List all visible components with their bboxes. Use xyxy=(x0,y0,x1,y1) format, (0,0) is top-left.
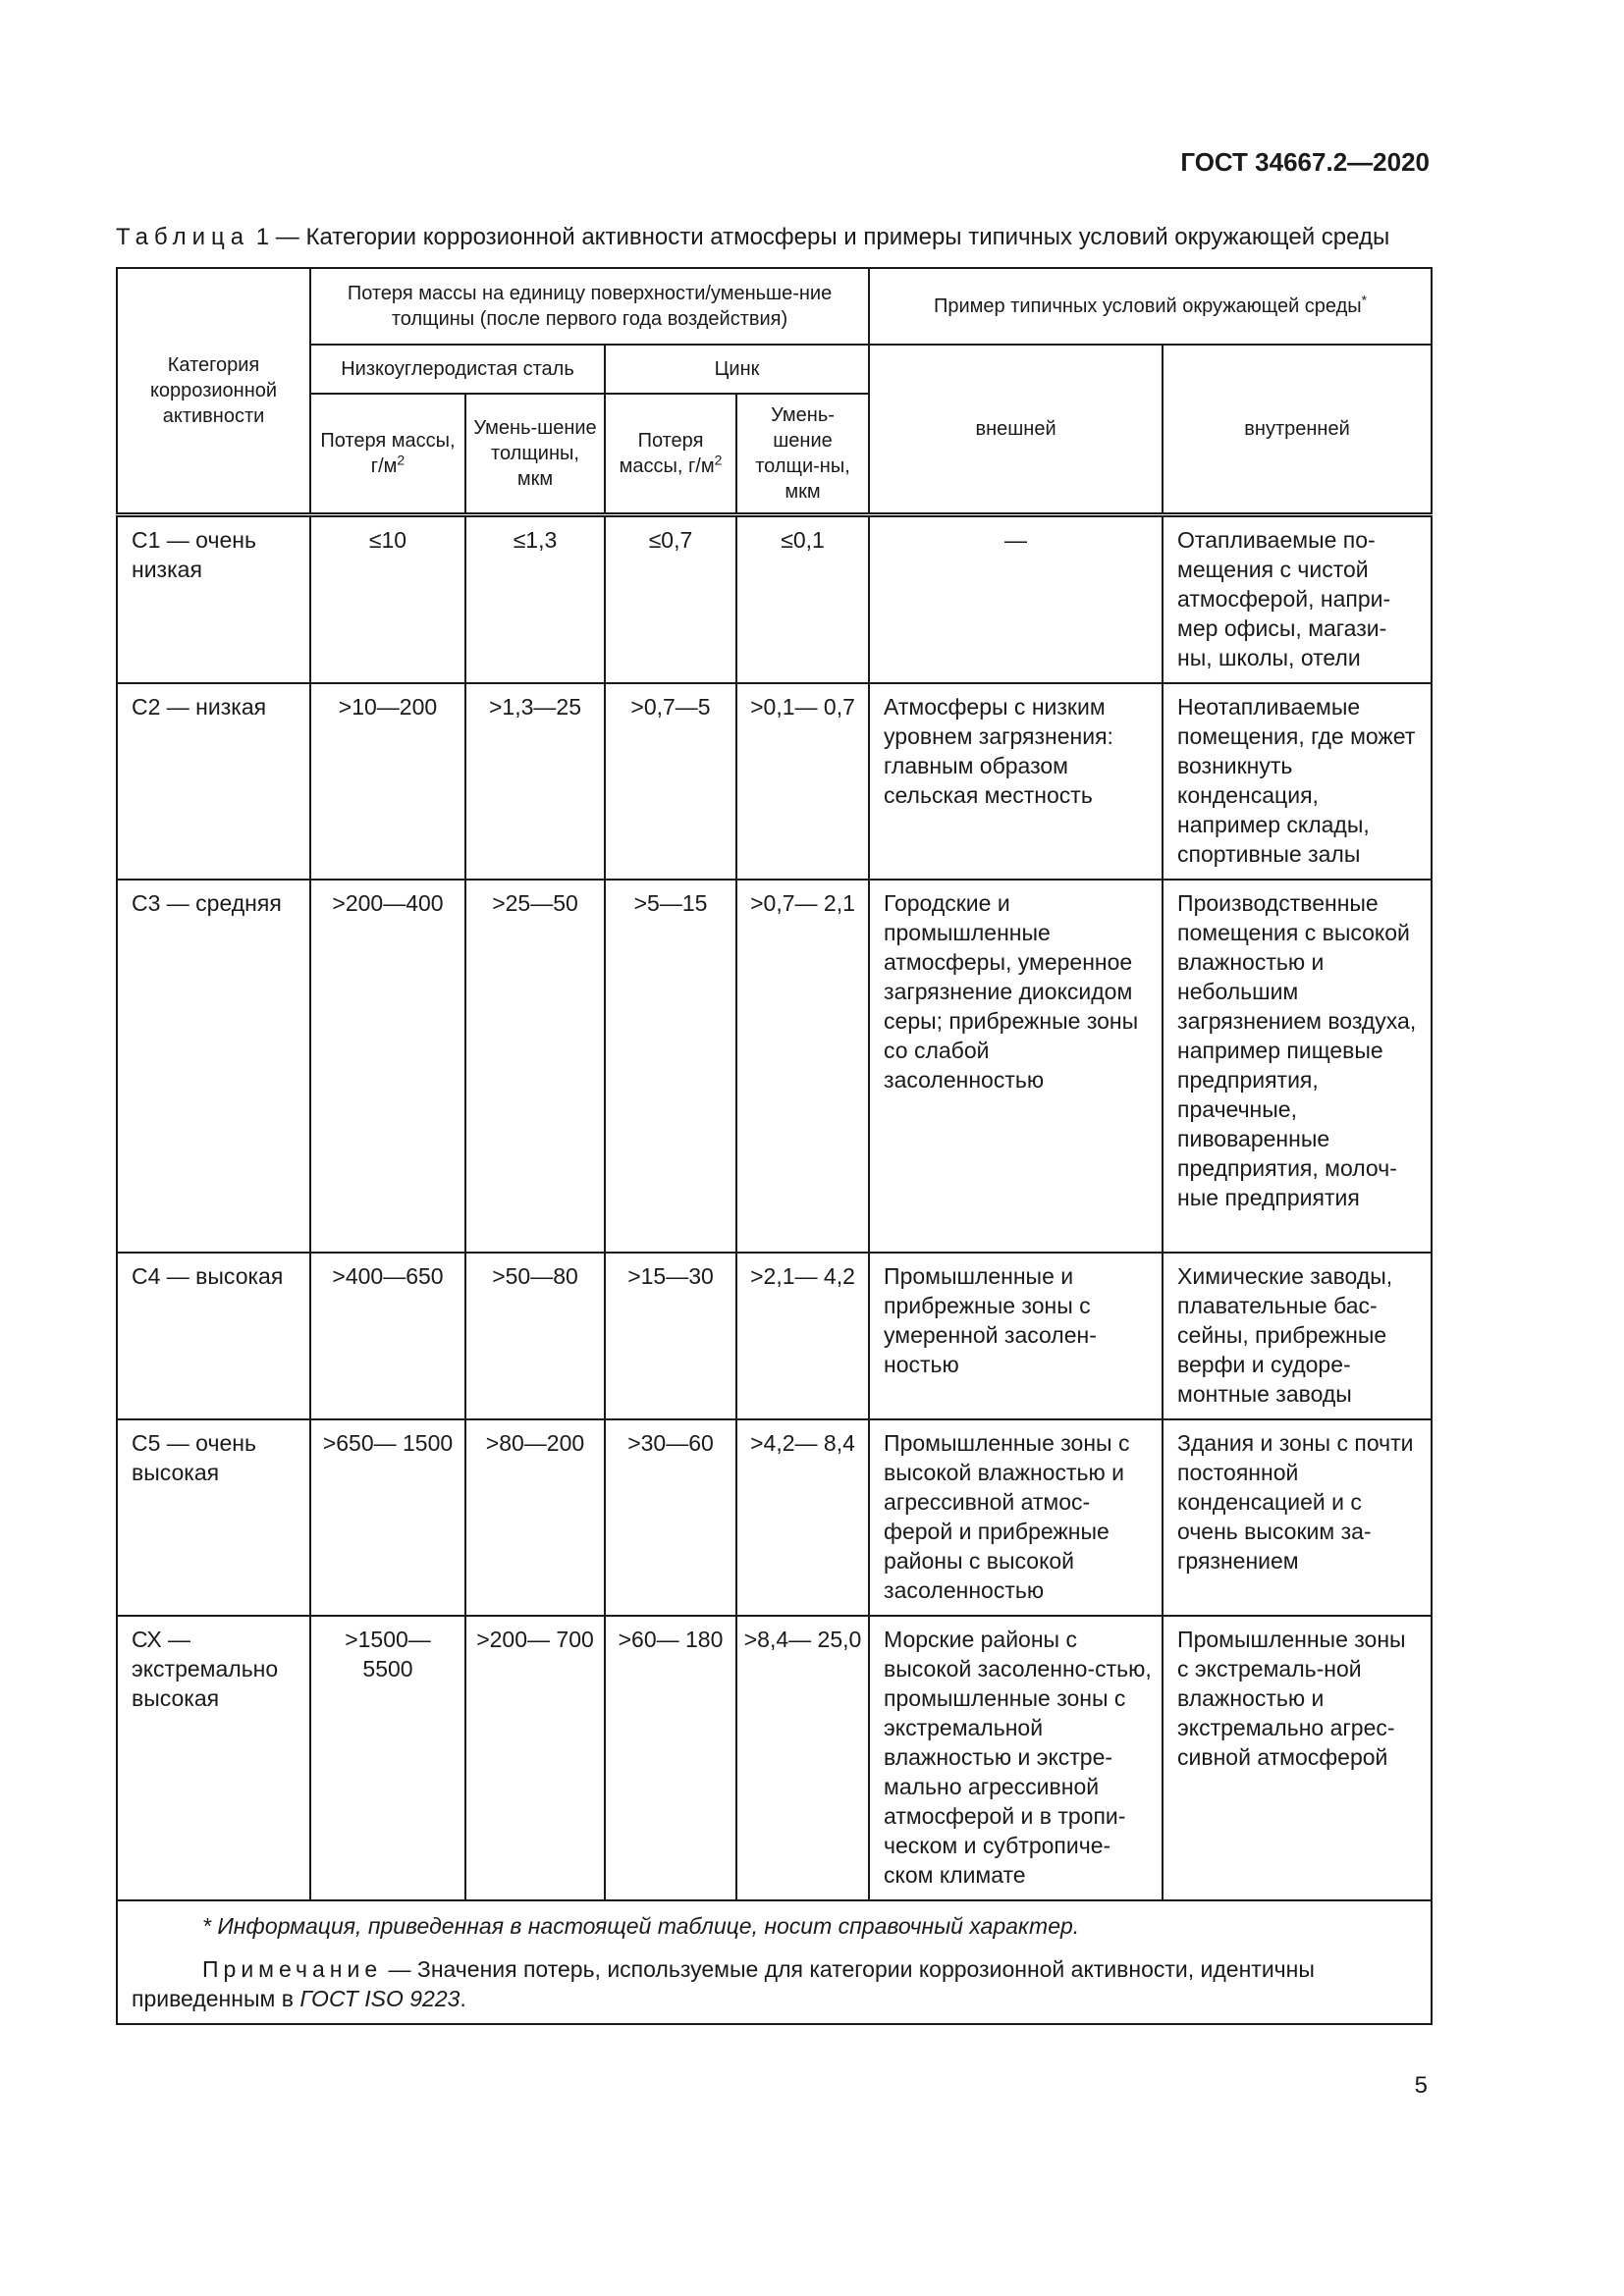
cell-zinc-mass: ≤0,7 xyxy=(605,515,736,683)
header-zinc: Цинк xyxy=(605,345,869,394)
header-example-text: Пример типичных условий окружающей среды xyxy=(933,295,1362,317)
caption-label: Таблица xyxy=(116,224,250,250)
table-footer-row xyxy=(117,1900,1432,2024)
cell-steel-thickness: ≤1,3 xyxy=(465,515,605,683)
header-steel-mass-text: Потеря массы, г/м xyxy=(320,430,456,477)
cell-indoor: Здания и зоны с почти постоянной конденсацией и с очень высоким за-грязнением xyxy=(1163,1419,1432,1616)
cell-indoor: Производственные помещения с высокой влажностью и небольшим загрязнением воздуха, например пищевые предприятия, прачечные, пивоваренные предприятия, молоч-ные предприятия xyxy=(1163,880,1432,1253)
cell-steel-thickness: >25—50 xyxy=(465,880,605,1253)
header-outdoor: внешней xyxy=(869,345,1163,515)
cell-zinc-thickness: >8,4— 25,0 xyxy=(736,1616,869,1900)
cell-steel-mass: >400—650 xyxy=(310,1253,465,1419)
table-row xyxy=(117,880,1432,1253)
note-label: Примечание xyxy=(202,1955,383,1982)
note-text: — Значения потерь, используемые для категории коррозионной активности, идентичны приведенным в xyxy=(132,1955,1315,2011)
cell-indoor: Неотапливаемые помещения, где может возникнуть конденсация, например склады, спортивные залы xyxy=(1163,683,1432,880)
cell-zinc-thickness: ≤0,1 xyxy=(736,515,869,683)
cell-outdoor: Городские и промышленные атмосферы, умеренное загрязнение диоксидом серы; прибрежные зоны со слабой засоленностью xyxy=(869,880,1163,1253)
note-reference: ГОСТ ISO 9223 xyxy=(299,1985,460,2011)
header-indoor: внутренней xyxy=(1163,345,1432,515)
header-zinc-mass-text: Потеря массы, г/м xyxy=(619,430,715,477)
cell-zinc-mass: >15—30 xyxy=(605,1253,736,1419)
cell-steel-mass: ≤10 xyxy=(310,515,465,683)
cell-category: С5 — очень высокая xyxy=(117,1419,310,1616)
cell-outdoor: Морские районы с высокой засоленно-стью, промышленные зоны с экстремальной влажностью и экстре-мально агрессивной атмосферой и в тропи-ческом и субтропиче-ском климате xyxy=(869,1616,1163,1900)
cell-indoor: Отапливаемые по-мещения с чистой атмосферой, напри-мер офисы, магази-ны, школы, отели xyxy=(1163,515,1432,683)
cell-zinc-mass: >30—60 xyxy=(605,1419,736,1616)
cell-category: С2 — низкая xyxy=(117,683,310,880)
cell-zinc-thickness: >2,1— 4,2 xyxy=(736,1253,869,1419)
table-row xyxy=(117,683,1432,880)
cell-category: СХ — экстремально высокая xyxy=(117,1616,310,1900)
note xyxy=(132,1954,1417,2013)
unit-superscript: 2 xyxy=(714,452,723,468)
corrosivity-table xyxy=(116,267,1433,2025)
cell-outdoor: Промышленные зоны с высокой влажностью и агрессивной атмос-ферой и прибрежные районы с высокой засоленностью xyxy=(869,1419,1163,1616)
cell-steel-mass: >200—400 xyxy=(310,880,465,1253)
cell-zinc-thickness: >4,2— 8,4 xyxy=(736,1419,869,1616)
table-caption xyxy=(116,224,1432,251)
header-steel: Низкоуглеродистая сталь xyxy=(310,345,605,394)
header-steel-thickness: Умень-шение толщины, мкм xyxy=(465,394,605,515)
cell-outdoor: Атмосферы с низким уровнем загрязнения: главным образом сельская местность xyxy=(869,683,1163,880)
header-zinc-thickness: Умень-шение толщи-ны, мкм xyxy=(736,394,869,515)
note-end: . xyxy=(460,1985,466,2011)
footnote: * Информация, приведенная в настоящей таблице, носит справочный характер. xyxy=(202,1912,1080,1939)
caption-number: 1 xyxy=(255,224,270,250)
cell-indoor: Химические заводы, плавательные бас-сейны, прибрежные верфи и судоре-монтные заводы xyxy=(1163,1253,1432,1419)
caption-text: — Категории коррозионной активности атмосферы и примеры типичных условий окружающей среды xyxy=(269,224,1390,250)
cell-outdoor: Промышленные и прибрежные зоны с умеренной засолен-ностью xyxy=(869,1253,1163,1419)
cell-steel-mass: >650— 1500 xyxy=(310,1419,465,1616)
cell-indoor: Промышленные зоны с экстремаль-ной влажностью и экстремально агрес-сивной атмосферой xyxy=(1163,1616,1432,1900)
header-zinc-mass xyxy=(605,394,736,515)
cell-zinc-mass: >5—15 xyxy=(605,880,736,1253)
table-footer xyxy=(117,1900,1432,2024)
cell-steel-thickness: >1,3—25 xyxy=(465,683,605,880)
cell-zinc-thickness: >0,1— 0,7 xyxy=(736,683,869,880)
cell-zinc-thickness: >0,7— 2,1 xyxy=(736,880,869,1253)
header-example-mark: * xyxy=(1361,292,1368,308)
cell-steel-mass: >1500— 5500 xyxy=(310,1616,465,1900)
cell-category: С3 — средняя xyxy=(117,880,310,1253)
header-category: Категория коррозионной активности xyxy=(117,268,310,515)
page-number: 5 xyxy=(1414,2072,1428,2099)
cell-category: С1 — очень низкая xyxy=(117,515,310,683)
cell-zinc-mass: >60— 180 xyxy=(605,1616,736,1900)
cell-steel-thickness: >50—80 xyxy=(465,1253,605,1419)
header-steel-mass xyxy=(310,394,465,515)
table-row xyxy=(117,1616,1432,1900)
table-row xyxy=(117,1253,1432,1419)
table-row xyxy=(117,515,1432,683)
cell-steel-thickness: >80—200 xyxy=(465,1419,605,1616)
header-loss-group: Потеря массы на единицу поверхности/уменьше-ние толщины (после первого года воздействия) xyxy=(310,268,869,345)
unit-superscript: 2 xyxy=(397,452,406,468)
header-example-group xyxy=(869,268,1432,345)
cell-steel-mass: >10—200 xyxy=(310,683,465,880)
cell-steel-thickness: >200— 700 xyxy=(465,1616,605,1900)
standard-designation: ГОСТ 34667.2—2020 xyxy=(1180,147,1430,177)
cell-zinc-mass: >0,7—5 xyxy=(605,683,736,880)
table-row xyxy=(117,1419,1432,1616)
cell-outdoor: — xyxy=(869,515,1163,683)
cell-category: С4 — высокая xyxy=(117,1253,310,1419)
